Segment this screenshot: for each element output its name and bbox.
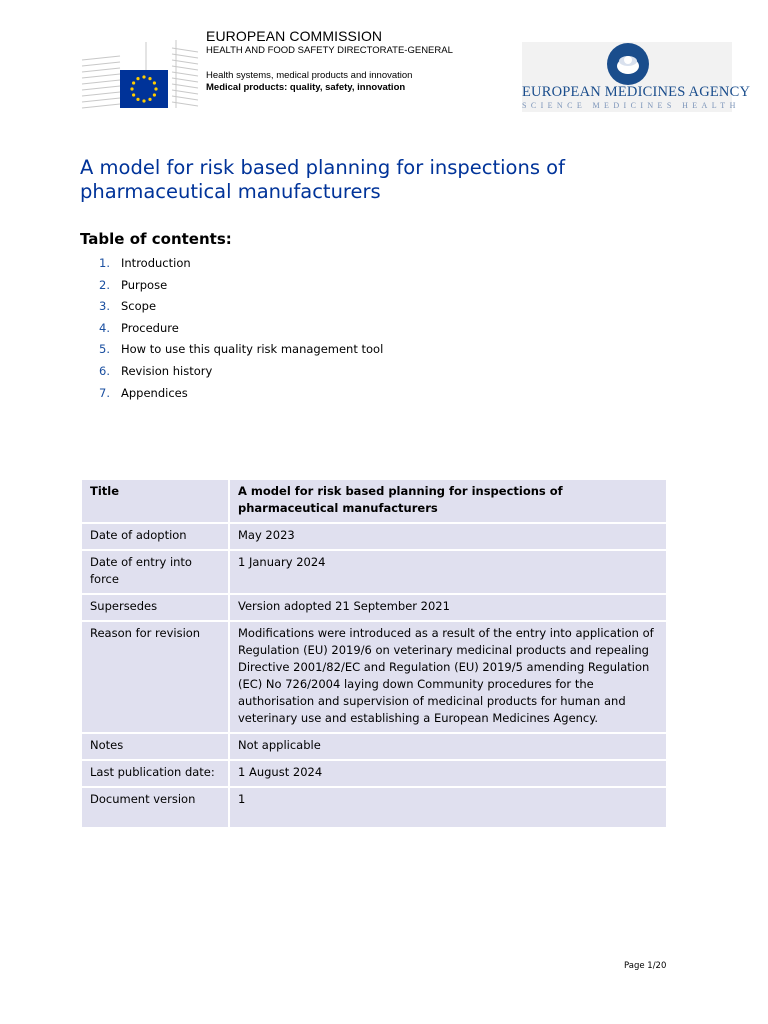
toc-item-label: Introduction: [121, 256, 191, 270]
table-row: [82, 622, 666, 734]
table-row: [82, 788, 666, 829]
document-title: A model for risk based planning for inspections of pharmaceutical manufacturers: [80, 156, 565, 203]
toc-item-number: 2.: [99, 277, 110, 292]
toc-item-label: Appendices: [121, 385, 188, 400]
table-row: [82, 595, 666, 622]
metadata-value: Not applicable: [230, 734, 666, 761]
metadata-key: Notes: [82, 734, 230, 761]
metadata-value: 1 August 2024: [230, 761, 666, 788]
ec-unit-line-bold: Medical products: quality, safety, innovation: [206, 82, 406, 93]
toc-item-label: Procedure: [121, 320, 179, 335]
metadata-key: Last publication date:: [82, 761, 230, 788]
toc-item[interactable]: [80, 385, 383, 407]
metadata-value: 1 January 2024: [230, 551, 666, 595]
toc-item[interactable]: [80, 255, 383, 277]
ema-emblem-icon: [606, 42, 650, 86]
table-row: [82, 734, 666, 761]
ec-text-block: [206, 28, 453, 94]
toc-item-label: Purpose: [121, 277, 168, 292]
ec-unit-line: Health systems, medical products and innovation: [206, 70, 413, 81]
table-row: [82, 551, 666, 595]
metadata-value: Modifications were introduced as a result of the entry into application of Regulation (EU) 2019/6 on veterinary medicinal products and repealing Directive 2001/82/EC and Regulation (EU) 2019/5 amending Regulation (EC) No 726/2004 laying down Community procedures for the authorisation and supervision of medicinal products for human and veterinary use and establishing a European Medicines Agency.: [230, 622, 666, 734]
toc-item-number: 3.: [99, 299, 110, 314]
metadata-key: Supersedes: [82, 595, 230, 622]
toc-item[interactable]: [80, 363, 383, 385]
metadata-key: Date of adoption: [82, 524, 230, 551]
toc-item-number: 1.: [99, 256, 110, 270]
metadata-key: Title: [82, 480, 230, 524]
metadata-key: Reason for revision: [82, 622, 230, 734]
table-row: [82, 524, 666, 551]
table-row: [82, 761, 666, 788]
metadata-value: A model for risk based planning for inspections of pharmaceutical manufacturers: [230, 480, 666, 524]
toc-item-number: 5.: [99, 342, 110, 357]
toc-item[interactable]: [80, 298, 383, 320]
toc-item-number: 7.: [99, 385, 110, 400]
european-commission-logo: [80, 38, 200, 110]
toc-item[interactable]: [80, 341, 383, 363]
table-row: [82, 480, 666, 524]
page-number: Page 1/20: [624, 961, 667, 971]
toc-item-label: How to use this quality risk management tool: [121, 342, 384, 357]
toc-item[interactable]: [80, 277, 383, 299]
toc-item-number: 6.: [99, 363, 110, 378]
ec-title: EUROPEAN COMMISSION: [206, 28, 383, 44]
metadata-value: 1: [230, 788, 666, 829]
toc-heading: Table of contents:: [80, 230, 232, 248]
toc-item-number: 4.: [99, 320, 110, 335]
ec-header: [80, 28, 480, 112]
metadata-value: Version adopted 21 September 2021: [230, 595, 666, 622]
toc-item[interactable]: [80, 320, 383, 342]
ema-header: [522, 40, 751, 116]
ec-directorate: HEALTH AND FOOD SAFETY DIRECTORATE-GENERAL: [206, 45, 453, 56]
ema-name: EUROPEAN MEDICINES AGENCY: [522, 84, 751, 100]
metadata-key: Date of entry into force: [82, 551, 230, 595]
metadata-value: May 2023: [230, 524, 666, 551]
toc-item-label: Scope: [121, 299, 157, 314]
document-metadata-table: [82, 480, 666, 829]
ema-tagline: SCIENCE MEDICINES HEALTH: [522, 101, 740, 110]
toc-list: [80, 255, 383, 406]
metadata-key: Document version: [82, 788, 230, 829]
toc-item-label: Revision history: [121, 363, 213, 378]
